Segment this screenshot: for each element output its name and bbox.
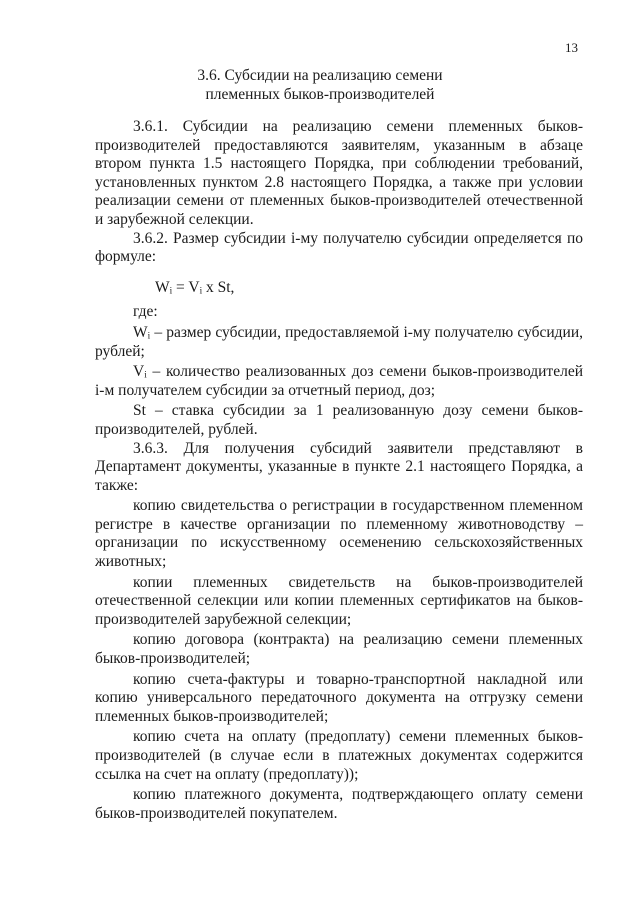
page-number: 13 <box>565 40 578 55</box>
subsidy-formula: Wᵢ = Vᵢ x St, <box>155 278 235 296</box>
definition-v: Vᵢ – количество реализованных доз семени быков-производителей i-м получателем субсидии за отчетный период, доз; <box>95 363 583 399</box>
document-list-item: копию счета на оплату (предоплату) семени племенных быков-производителей (в случае если в платежных документах содержится ссылка на счет на оплату (предоплату)); <box>95 728 583 783</box>
section-heading <box>0 66 640 104</box>
document-list-item: копию платежного документа, подтверждающего оплату семени быков-производителей покупателем. <box>95 786 583 822</box>
document-body <box>95 118 583 823</box>
definition-w: Wᵢ – размер субсидии, предоставляемой i-му получателю субсидии, рублей; <box>95 323 583 360</box>
paragraph-3-6-1: 3.6.1. Субсидии на реализацию семени племенных быков-производителей предоставляются заявителям, указанным в абзаце втором пункта 1.5 настоящего Порядка, при соблюдении требований, установленных пунктом 2.8 настоящего Порядка, а также при условии реализации семени от племенных быков-производителей отечественной и зарубежной селекции. <box>95 118 583 228</box>
document-list-item: копию договора (контракта) на реализацию семени племенных быков-производителей; <box>95 631 583 668</box>
document-list-item: копию свидетельства о регистрации в государственном племенном регистре в качестве организации по племенному животноводству – организации по искусственному осеменению сельскохозяйственных животных; <box>95 497 583 571</box>
section-title-line-1: 3.6. Субсидии на реализацию семени <box>197 67 443 84</box>
section-title-line-2: племенных быков-производителей <box>205 86 435 103</box>
document-list-item: копии племенных свидетельств на быков-производителей отечественной селекции или копии племенных сертификатов на быков-производителей зарубежной селекции; <box>95 573 583 628</box>
paragraph-3-6-2: 3.6.2. Размер субсидии i-му получателю субсидии определяется по формуле: <box>95 229 583 266</box>
definition-st: St – ставка субсидии за 1 реализованную дозу семени быков-производителей, рублей. <box>95 402 583 438</box>
formula-where-label: где: <box>133 303 158 321</box>
document-list-item: копию счета-фактуры и товарно-транспортной накладной или копию универсального передаточного документа на отгрузку семени племенных быков-производителей; <box>95 670 583 725</box>
paragraph-3-6-3: 3.6.3. Для получения субсидий заявители представляют в Департамент документы, указанные в пункте 2.1 настоящего Порядка, а также: <box>95 439 583 494</box>
